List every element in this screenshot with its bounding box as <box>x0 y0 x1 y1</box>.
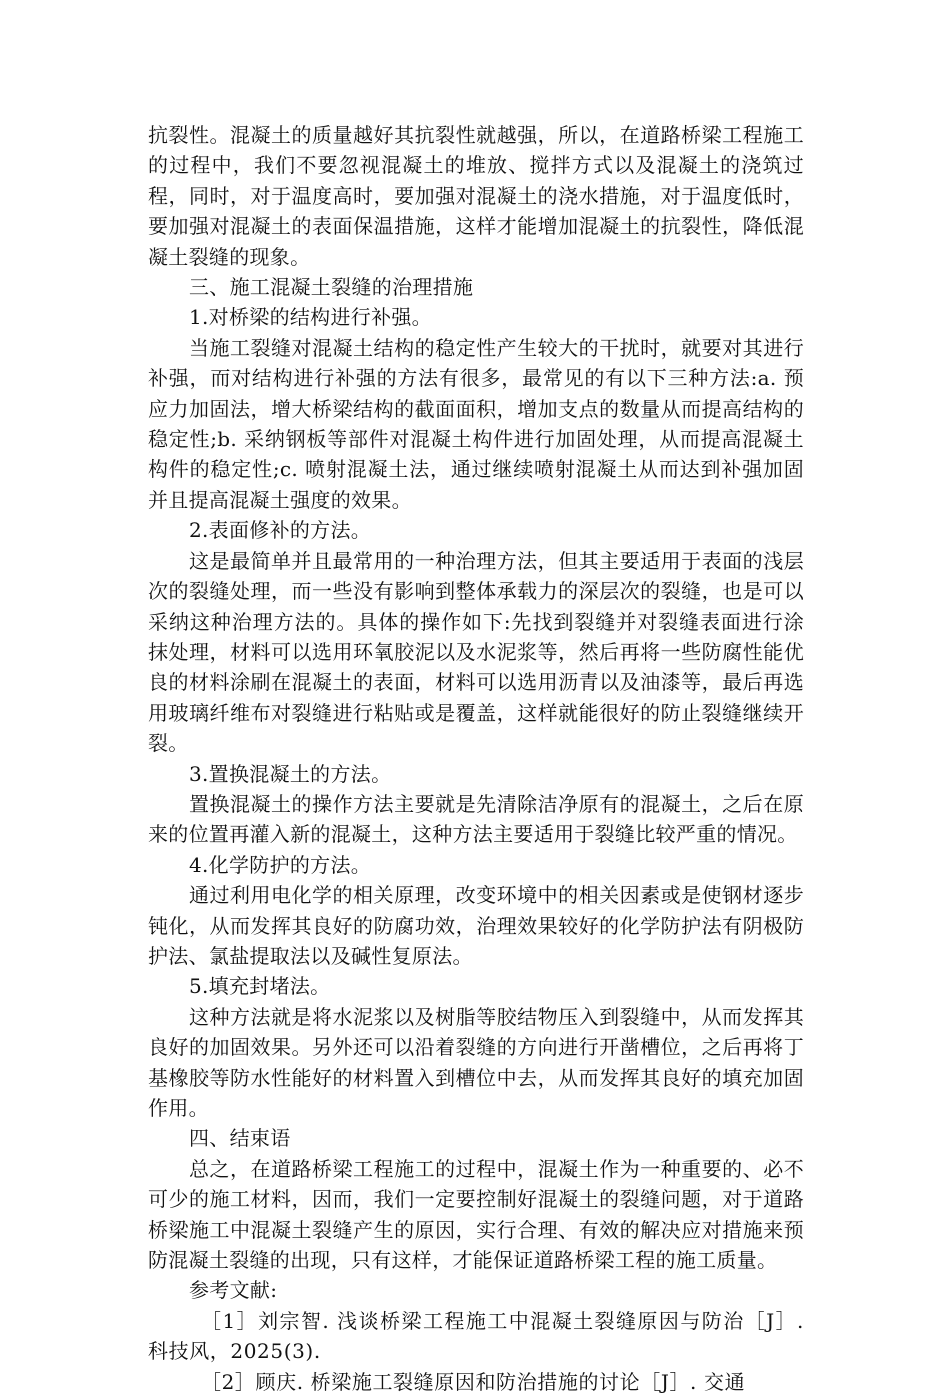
body-paragraph-chemical-protection: 通过利用电化学的相关原理，改变环境中的相关因素或是使钢材逐步钝化，从而发挥其良好的防腐功效，治理效果较好的化学防护法有阴极防护法、氯盐提取法以及碱性复原法。 <box>148 883 804 968</box>
reference-item-2: ［2］顾庆. 桥梁施工裂缝原因和防治措施的讨论［J］. 交通 <box>201 1369 746 1394</box>
reference-item-1: ［1］刘宗智. 浅谈桥梁工程施工中混凝土裂缝原因与防治［J］. 科技风，2025(3). <box>148 1308 804 1364</box>
subheading-structural-reinforcement: 1.对桥梁的结构进行补强。 <box>189 305 432 330</box>
section-heading-treatment-measures: 三、施工混凝土裂缝的治理措施 <box>189 275 474 300</box>
body-paragraph-continued: 抗裂性。混凝土的质量越好其抗裂性就越强，所以，在道路桥梁工程施工的过程中，我们不要忽视混凝土的堆放、搅拌方式以及混凝土的浇筑过程，同时，对于温度高时，要加强对混凝土的浇水措施，对于温度低时，要加强对混凝土的表面保温措施，这样才能增加混凝土的抗裂性，降低混凝土裂缝的现象。 <box>148 123 804 269</box>
body-paragraph-surface-repair: 这是最简单并且最常用的一种治理方法，但其主要适用于表面的浅层次的裂缝处理，而一些没有影响到整体承载力的深层次的裂缝，也是可以采纳这种治理方法的。具体的操作如下:先找到裂缝并对裂缝表面进行涂抹处理，材料可以选用环氧胶泥以及水泥浆等，然后再将一些防腐性能优良的材料涂刷在混凝土的表面，材料可以选用沥青以及油漆等，最后再选用玻璃纤维布对裂缝进行粘贴或是覆盖，这样就能很好的防止裂缝继续开裂。 <box>148 548 804 756</box>
document-page <box>148 120 804 1397</box>
body-paragraph-concrete-replacement: 置换混凝土的操作方法主要就是先清除洁净原有的混凝土，之后在原来的位置再灌入新的混凝土，这种方法主要适用于裂缝比较严重的情况。 <box>148 791 804 847</box>
body-paragraph-reinforcement: 当施工裂缝对混凝土结构的稳定性产生较大的干扰时，就要对其进行补强，而对结构进行补强的方法有很多，最常见的有以下三种方法:a. 预应力加固法，增大桥梁结构的截面面积，增加支点的数量从而提高结构的稳定性;b. 采纳钢板等部件对混凝土构件进行加固处理，从而提高混凝土构件的稳定性;c. 喷射混凝土法，通过继续喷射混凝土从而达到补强加固并且提高混凝土强度的效果。 <box>148 335 804 512</box>
subheading-filling-sealing: 5.填充封堵法。 <box>189 974 331 999</box>
section-heading-conclusion: 四、结束语 <box>189 1126 291 1151</box>
subheading-surface-repair: 2.表面修补的方法。 <box>189 518 372 543</box>
references-heading: 参考文献: <box>189 1278 278 1303</box>
body-paragraph-conclusion: 总之，在道路桥梁工程施工的过程中，混凝土作为一种重要的、必不可少的施工材料，因而，我们一定要控制好混凝土的裂缝问题，对于道路桥梁施工中混凝土裂缝产生的原因，实行合理、有效的解决应对措施来预防混凝土裂缝的出现，只有这样，才能保证道路桥梁工程的施工质量。 <box>148 1156 804 1273</box>
body-paragraph-filling-sealing: 这种方法就是将水泥浆以及树脂等胶结物压入到裂缝中，从而发挥其良好的加固效果。另外还可以沿着裂缝的方向进行开凿槽位，之后再将丁基橡胶等防水性能好的材料置入到槽位中去，从而发挥其良好的填充加固作用。 <box>148 1004 804 1120</box>
subheading-chemical-protection: 4.化学防护的方法。 <box>189 852 372 877</box>
subheading-concrete-replacement: 3.置换混凝土的方法。 <box>189 761 392 786</box>
